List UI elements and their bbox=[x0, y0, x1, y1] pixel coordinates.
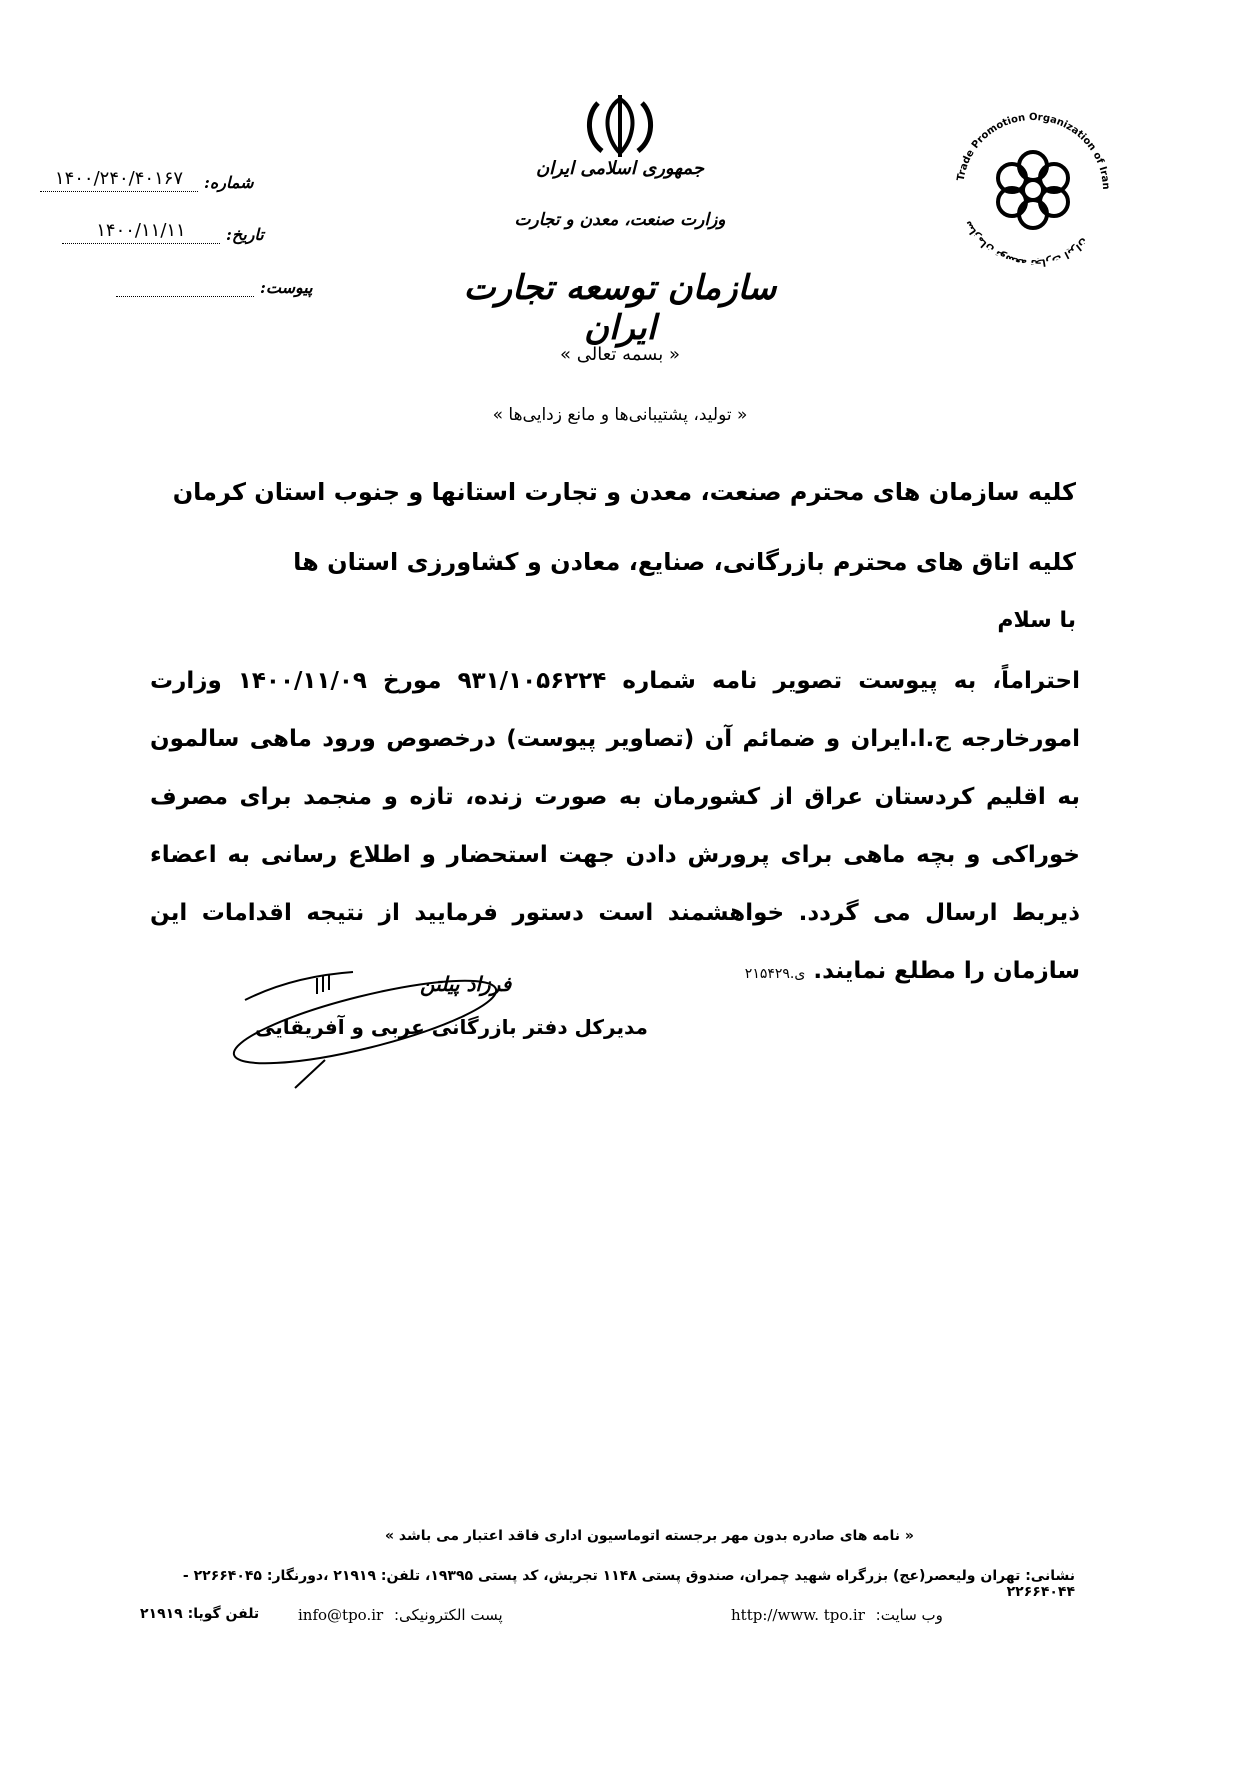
reference-number: ی.۲۱۵۴۲۹ bbox=[744, 966, 806, 982]
letter-attachment-row bbox=[116, 278, 313, 297]
website-link[interactable]: http://www. tpo.ir bbox=[731, 1606, 865, 1624]
email-label: پست الکترونیکی: bbox=[393, 1606, 503, 1624]
republic-title: جمهوری اسلامی ایران bbox=[535, 158, 705, 179]
footer-phone bbox=[140, 1606, 259, 1622]
footer-email bbox=[292, 1606, 503, 1624]
handwritten-signature bbox=[225, 960, 525, 1100]
body-paragraph-text: احتراماً، به پیوست تصویر نامه شماره ۹۳۱/۱۰۵۶۲۲۴ مورخ ۱۴۰۰/۱۱/۰۹ وزارت امورخارجه ج.ا.ایران و ضمائم آن (تصاویر پیوست) درخصوص ورود ماهی سالمون به اقلیم کردستان عراق از کشورمان به صورت زنده، تازه و منجمد برای مصرف خوراکی و بچه ماهی برای پرورش دادن جهت استحضار و اطلاع رسانی به اعضاء ذیربط ارسال می گردد. خواهشمند است دستور فرمایید از نتیجه اقدامات این سازمان را مطلع نمایند. bbox=[150, 668, 1080, 984]
letter-attachment-label: پیوست: bbox=[260, 278, 313, 297]
footer-note: « نامه های صادره بدون مهر برجسته اتوماسیون اداری فاقد اعتبار می باشد » bbox=[385, 1528, 914, 1544]
signatory-title: مدیرکل دفتر بازرگانی عربی و آفریقایی bbox=[255, 1015, 648, 1039]
footer-address: نشانی: تهران ولیعصر(عج) بزرگراه شهید چمران، صندوق پستی ۱۱۴۸ تجریش، کد پستی ۱۹۳۹۵، تلفن: ۲۱۹۱۹ ،دورنگار: ۲۲۶۶۴۰۴۵ - ۲۲۶۶۴۰۴۴ bbox=[182, 1568, 1075, 1600]
letter-date-label: تاریخ: bbox=[226, 225, 264, 244]
footer-website bbox=[725, 1606, 943, 1624]
tpo-logo bbox=[948, 105, 1118, 275]
tpo-logo-text-en: Trade Promotion Organization of Iran bbox=[955, 111, 1112, 190]
letter-number-label: شماره: bbox=[204, 173, 254, 192]
tpo-logo-text-fa: سازمان توسعه تجارت ایران bbox=[962, 218, 1090, 269]
tpo-logo-icon bbox=[948, 105, 1118, 275]
addressee-1: کلیه سازمان های محترم صنعت، معدن و تجارت استانها و جنوب استان کرمان bbox=[172, 478, 1076, 506]
greeting: با سلام bbox=[997, 608, 1076, 633]
addressee-2: کلیه اتاق های محترم بازرگانی، صنایع، معادن و کشاورزی استان ها bbox=[293, 548, 1076, 576]
letter-attachment-value bbox=[116, 294, 254, 297]
website-label: وب سایت: bbox=[875, 1606, 943, 1624]
organization-title: سازمان توسعه تجارت ایران bbox=[463, 268, 777, 348]
slogan: « تولید، پشتیبانی‌ها و مانع زدایی‌ها » bbox=[492, 405, 748, 425]
signatory-name: فرزاد پیلتن bbox=[420, 972, 512, 996]
body-paragraph bbox=[150, 652, 1080, 1003]
phone-label: تلفن گویا: bbox=[187, 1606, 260, 1622]
letter-date-row bbox=[62, 220, 264, 244]
letter-number-row bbox=[40, 168, 254, 192]
iran-emblem bbox=[440, 95, 800, 161]
phone-number: ۲۱۹۱۹ bbox=[140, 1606, 183, 1622]
basmala: « بسمه تعالی » bbox=[560, 344, 680, 365]
emblem-icon bbox=[580, 95, 660, 157]
letter-date-value: ۱۴۰۰/۱۱/۱۱ bbox=[62, 220, 220, 244]
letter-number-value: ۱۴۰۰/۲۴۰/۴۰۱۶۷ bbox=[40, 168, 198, 192]
ministry-title: وزارت صنعت، معدن و تجارت bbox=[514, 210, 726, 230]
email-link[interactable]: info@tpo.ir bbox=[298, 1606, 384, 1624]
